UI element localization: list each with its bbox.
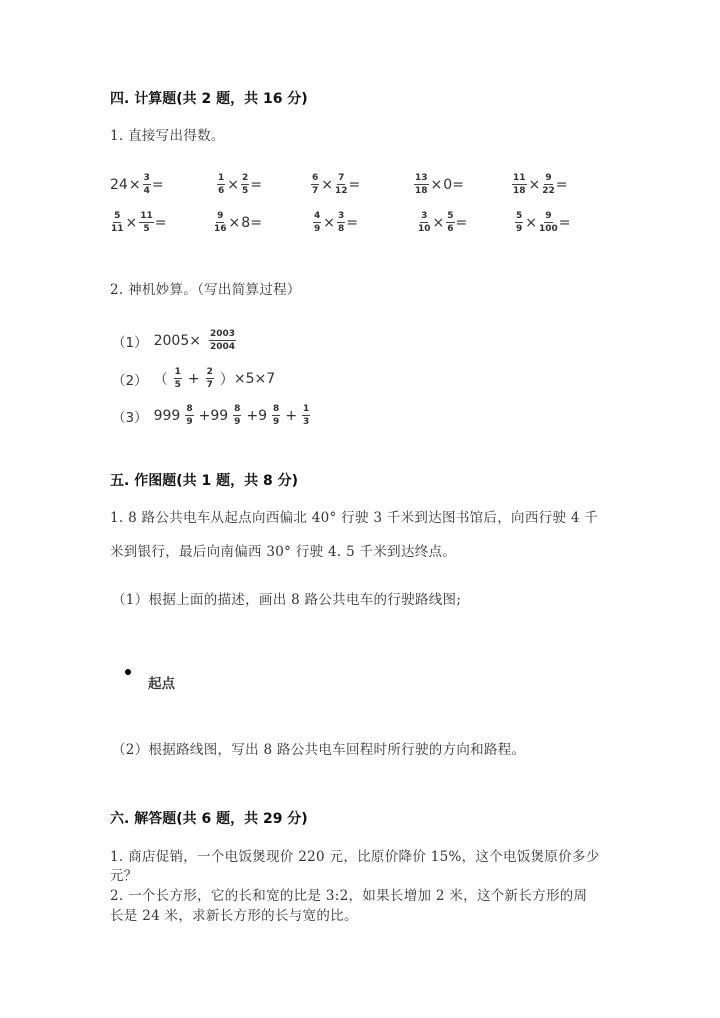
calc-item-8 xyxy=(312,212,358,234)
fraction: $\frac{5}{9}$ xyxy=(516,211,523,234)
question-6-2-line-1: 2. 一个长方形，它的长和宽的比是 3:2，如果长增加 2 米，这个新长方形的周 xyxy=(110,888,588,904)
expression: ×5×7 xyxy=(233,371,276,387)
whole-number: 999 xyxy=(153,408,181,424)
fraction: $\frac{9}{22}$ xyxy=(542,173,555,196)
section-6-title: 六. 解答题(共 6 题，共 29 分) xyxy=(110,811,308,827)
calc-item-10 xyxy=(514,212,571,234)
fraction: $\frac{3}{8}$ xyxy=(338,211,345,234)
equals-sign: = xyxy=(154,215,167,231)
start-point-label: 起点 xyxy=(148,676,175,692)
times-sign: × xyxy=(323,215,335,231)
calc-item-6 xyxy=(110,212,167,234)
equals-sign: = xyxy=(452,177,464,193)
question-6-2-line-2: 长是 24 米，求新长方形的长与宽的比。 xyxy=(110,908,358,924)
simplify-item-3 xyxy=(112,405,315,427)
times-sign: × xyxy=(430,177,443,193)
fraction: $\frac{8}{9}$ xyxy=(186,404,193,427)
fraction: $\frac{11}{5}$ xyxy=(140,211,153,234)
times-sign: × xyxy=(128,177,141,193)
calc-item-1 xyxy=(110,174,164,196)
section-4-title: 四. 计算题(共 2 题，共 16 分) xyxy=(110,91,308,107)
question-5-1-sub-1: （1）根据上面的描述，画出 8 路公共电车的行驶路线图; xyxy=(112,592,462,608)
fraction: $\frac{2}{5}$ xyxy=(242,173,249,196)
calc-item-7 xyxy=(213,212,262,234)
fraction: $\frac{8}{9}$ xyxy=(273,404,280,427)
calc-item-5 xyxy=(511,174,568,196)
question-5-1-sub-2: （2）根据路线图，写出 8 路公共电车回程时所行驶的方向和路程。 xyxy=(112,742,526,758)
whole-number: +99 xyxy=(198,408,229,424)
fraction: $\frac{13}{18}$ xyxy=(415,173,428,196)
fraction: $\frac{2}{7}$ xyxy=(206,367,213,390)
simplify-item-2 xyxy=(112,368,275,390)
equals-sign: = xyxy=(250,177,262,193)
question-4-1-label: 1. 直接写出得数。 xyxy=(110,128,225,144)
paren-open: （ xyxy=(153,372,168,388)
start-point-dot-icon xyxy=(125,669,131,675)
equals-sign: = xyxy=(348,177,361,193)
calc-item-3 xyxy=(310,174,360,196)
fraction: $\frac{1}{6}$ xyxy=(218,173,225,196)
item-number: （1） xyxy=(112,335,148,351)
question-4-2-label: 2. 神机妙算。（写出简算过程） xyxy=(110,282,301,298)
question-6-1-line-2: 元？ xyxy=(110,868,138,884)
equals-sign: = xyxy=(250,215,262,231)
plus-sign: + xyxy=(285,408,298,424)
times-sign: × xyxy=(321,177,333,193)
item-number: （3） xyxy=(112,410,148,426)
equals-sign: = xyxy=(346,215,358,231)
equals-sign: = xyxy=(555,177,568,193)
paren-close: ） xyxy=(219,372,234,388)
fraction: $\frac{1}{3}$ xyxy=(303,404,310,427)
item-number: （2） xyxy=(112,373,148,389)
question-5-1-line-1: 1. 8 路公共电车从起点向西偏北 40° 行驶 3 千米到达图书馆后，向西行驶 4 千 xyxy=(110,510,599,526)
fraction: $\frac{4}{9}$ xyxy=(314,211,321,234)
whole-number: +9 xyxy=(246,408,268,424)
times-sign: × xyxy=(228,215,241,231)
equals-sign: = xyxy=(151,177,164,193)
times-sign: × xyxy=(432,215,445,231)
operand: 8 xyxy=(241,215,251,231)
plus-sign: + xyxy=(187,371,200,387)
calc-item-2 xyxy=(216,174,262,196)
expression: 2005× xyxy=(153,333,201,349)
times-sign: × xyxy=(125,215,138,231)
calc-item-9 xyxy=(417,212,467,234)
fraction: $\frac{3}{4}$ xyxy=(143,173,150,196)
equals-sign: = xyxy=(455,215,468,231)
fraction: $\frac{2003}{2004}$ xyxy=(209,329,236,352)
simplify-item-1 xyxy=(112,330,237,352)
operand: 0 xyxy=(443,177,453,193)
times-sign: × xyxy=(528,177,541,193)
fraction: $\frac{6}{7}$ xyxy=(312,173,319,196)
fraction: $\frac{8}{9}$ xyxy=(234,404,241,427)
question-5-1-line-2: 米到银行，最后向南偏西 30° 行驶 4. 5 千米到达终点。 xyxy=(110,544,457,560)
fraction: $\frac{9}{16}$ xyxy=(214,211,227,234)
times-sign: × xyxy=(227,177,239,193)
question-6-1-line-1: 1. 商店促销，一个电饭煲现价 220 元，比原价降价 15%，这个电饭煲原价多少 xyxy=(110,849,600,865)
fraction: $\frac{1}{5}$ xyxy=(174,367,181,390)
fraction: $\frac{5}{6}$ xyxy=(447,211,454,234)
equals-sign: = xyxy=(558,215,571,231)
section-5-title: 五. 作图题(共 1 题，共 8 分) xyxy=(110,473,298,489)
fraction: $\frac{7}{12}$ xyxy=(335,173,348,196)
fraction: $\frac{3}{10}$ xyxy=(418,211,431,234)
fraction: $\frac{11}{18}$ xyxy=(513,173,526,196)
times-sign: × xyxy=(525,215,537,231)
operand: 24 xyxy=(110,177,128,193)
fraction: $\frac{9}{100}$ xyxy=(539,211,558,234)
calc-item-4 xyxy=(413,174,464,196)
fraction: $\frac{5}{11}$ xyxy=(111,211,124,234)
